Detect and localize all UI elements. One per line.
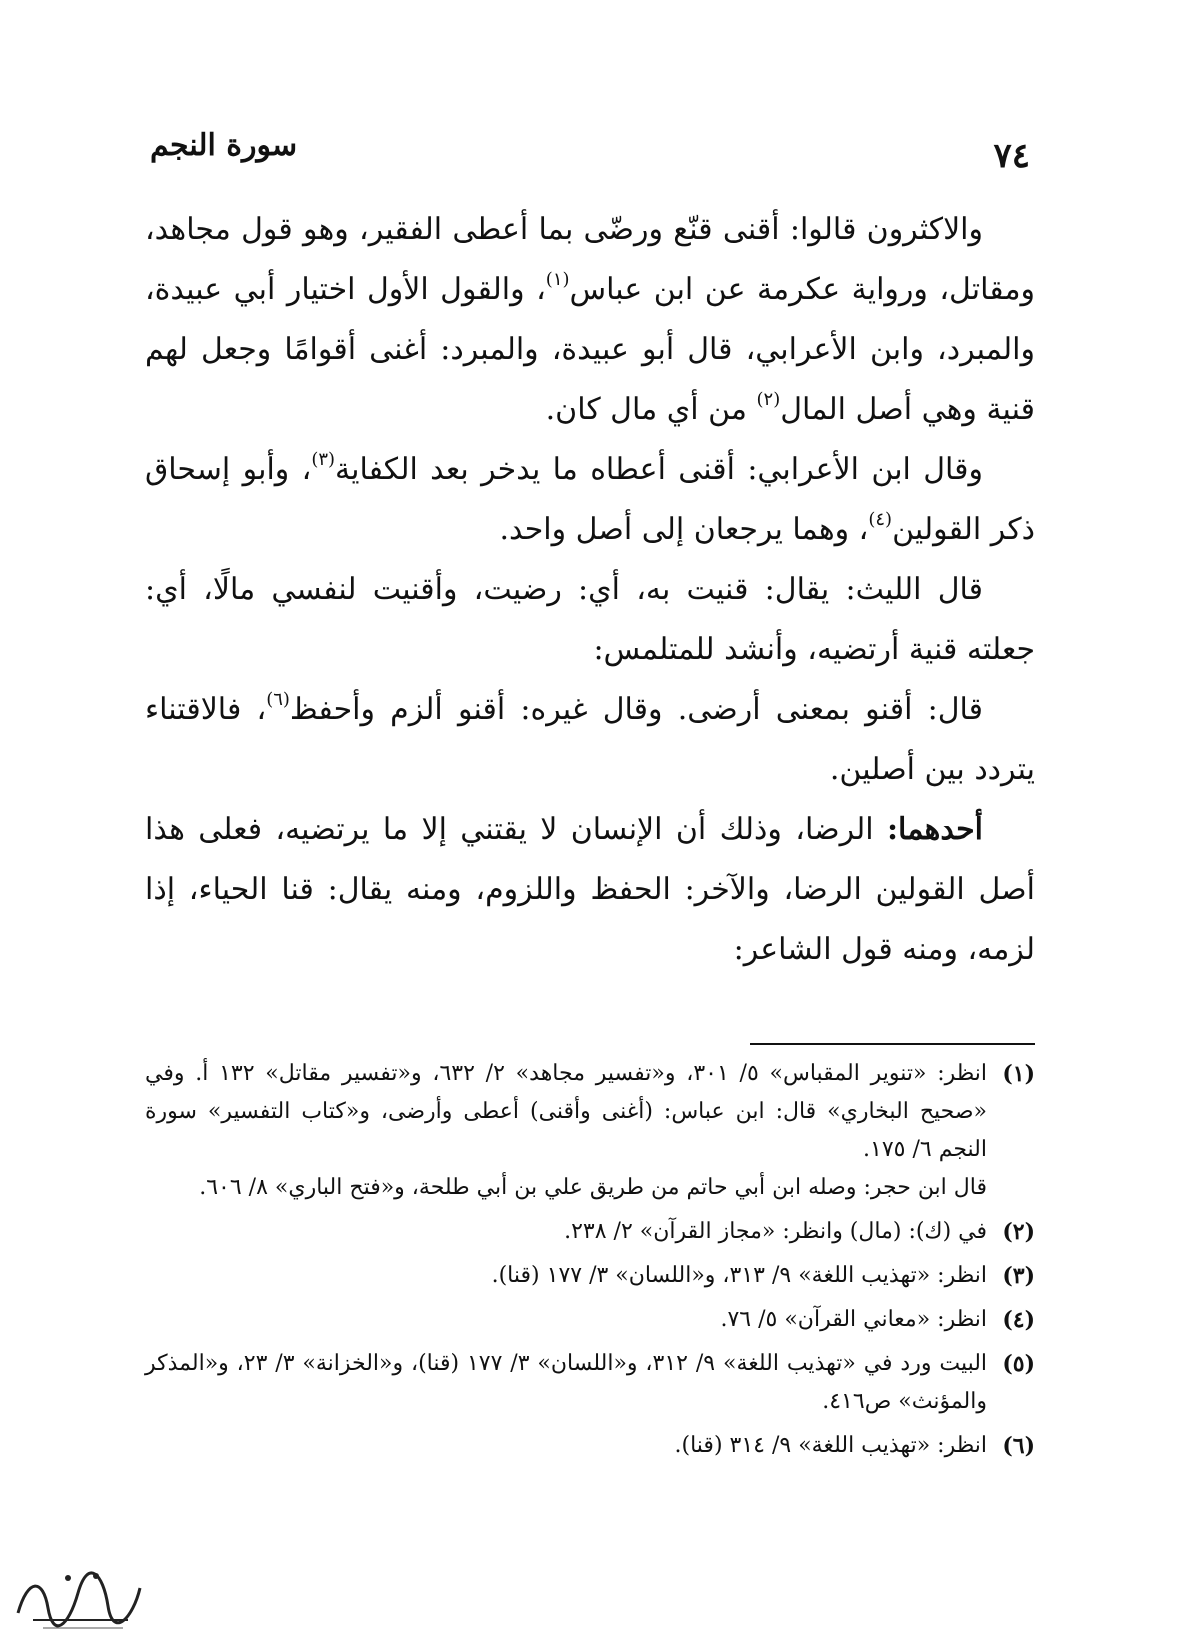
- paragraph-3: [145, 560, 1035, 680]
- footnote-5: [145, 1345, 1035, 1421]
- footnote-ref[interactable]: (١): [545, 269, 570, 290]
- footnote-2: [145, 1213, 1035, 1251]
- footnote-1: [145, 1055, 1035, 1207]
- footnote-number: (٤): [1002, 1307, 1035, 1333]
- paragraph-text: ، والقول الأول اختيار أبي عبيدة، والمبرد، وابن الأعرابي، قال أبو عبيدة، والمبرد: أغنى أقوامًا وجعل لهم قنية وهي أصل المال: [145, 272, 1035, 427]
- footnote-6: [145, 1427, 1035, 1465]
- footnote-line: قال ابن حجر: وصله ابن أبي حاتم من طريق علي بن أبي طلحة، و«فتح الباري» ٨/ ٦٠٦.: [199, 1175, 987, 1200]
- paragraph-text: ، فالاقتناء يتردد بين أصلين.: [145, 692, 1035, 787]
- footnote-ref[interactable]: (٦): [266, 689, 290, 710]
- footnote-line: انظر: «تهذيب اللغة» ٩/ ٣١٣، و«اللسان» ٣/ ١٧٧ (قنا).: [491, 1263, 987, 1288]
- paragraph-5: [145, 800, 1035, 980]
- footnote-line: انظر: «تنوير المقباس» ٥/ ٣٠١، و«تفسير مجاهد» ٢/ ٦٣٢، و«تفسير مقاتل» ١٣٢ أ. وفي «صحيح البخاري» قال: ابن عباس: (أغنى وأقنى) أعطى وأرضى، و«كتاب التفسير» سورة النجم ٦/ ١٧٥.: [145, 1061, 988, 1162]
- paragraph-text: من أي مال كان.: [545, 392, 757, 427]
- footnote-number: (٣): [1002, 1263, 1035, 1289]
- footnotes: [145, 1055, 1035, 1471]
- footnote-line: انظر: «تهذيب اللغة» ٩/ ٣١٤ (قنا).: [674, 1433, 987, 1458]
- footnote-separator: [750, 1043, 1035, 1045]
- footnote-body: [145, 1257, 987, 1295]
- paragraph-text: ، وأبو إسحاق ذكر القولين: [145, 452, 1035, 547]
- footnote-body: [145, 1213, 987, 1251]
- footnote-number: (١): [1002, 1061, 1035, 1087]
- footnote-number: (٥): [1002, 1351, 1035, 1377]
- paragraph-text: ، وهما يرجعان إلى أصل واحد.: [499, 512, 869, 547]
- footnote-body: [145, 1427, 987, 1465]
- paragraph-1: [145, 200, 1035, 440]
- running-title: سورة النجم: [150, 128, 298, 163]
- main-text: [145, 200, 1035, 980]
- footnote-ref[interactable]: (٢): [756, 389, 781, 410]
- calligraphy-watermark-logo: [8, 1558, 148, 1638]
- paragraph-4: [145, 680, 1035, 800]
- footnote-3: [145, 1257, 1035, 1295]
- footnote-line: البيت ورد في «تهذيب اللغة» ٩/ ٣١٢، و«اللسان» ٣/ ١٧٧ (قنا)، و«الخزانة» ٣/ ٢٣، و«المذكر والمؤنث» ص٤١٦.: [145, 1351, 988, 1414]
- footnote-body: [145, 1345, 987, 1421]
- paragraph-2: [145, 440, 1035, 560]
- footnote-line: في (ك): (مال) وانظر: «مجاز القرآن» ٢/ ٢٣٨.: [564, 1219, 987, 1244]
- paragraph-text: والاكثرون قالوا: أقنى قنّع ورضّى بما أعطى الفقير، وهو قول مجاهد، ومقاتل، ورواية عكرمة عن ابن عباس: [145, 212, 1035, 307]
- paragraph-text: قال الليث: يقال: قنيت به، أي: رضيت، وأقنيت لنفسي مالًا، أي: جعلته قنية أرتضيه، وأنشد للمتلمس:: [145, 572, 1035, 667]
- footnote-ref[interactable]: (٣): [311, 449, 336, 470]
- paragraph-text: الرضا، وذلك أن الإنسان لا يقتني إلا ما يرتضيه، فعلى هذا أصل القولين الرضا، والآخر: الحفظ واللزوم، ومنه يقال: قنا الحياء، إذا لزمه، ومنه قول الشاعر:: [145, 812, 1035, 967]
- paragraph-text: قال: أقنو بمعنى أرضى. وقال غيره: أقنو ألزم وأحفظ: [289, 692, 983, 727]
- paragraph-text: وقال ابن الأعرابي: أقنى أعطاه ما يدخر بعد الكفاية: [335, 452, 983, 487]
- page-number: ٧٤: [993, 136, 1030, 176]
- footnote-body: [145, 1301, 987, 1339]
- footnote-ref[interactable]: (٤): [868, 509, 893, 530]
- footnote-line: انظر: «معاني القرآن» ٥/ ٧٦.: [720, 1307, 987, 1332]
- page-header: [150, 128, 1030, 178]
- footnote-number: (٦): [1002, 1433, 1035, 1459]
- footnote-body: [145, 1055, 987, 1207]
- paragraph-lead: أحدهما:: [886, 812, 983, 847]
- footnote-4: [145, 1301, 1035, 1339]
- footnote-number: (٢): [1002, 1219, 1035, 1245]
